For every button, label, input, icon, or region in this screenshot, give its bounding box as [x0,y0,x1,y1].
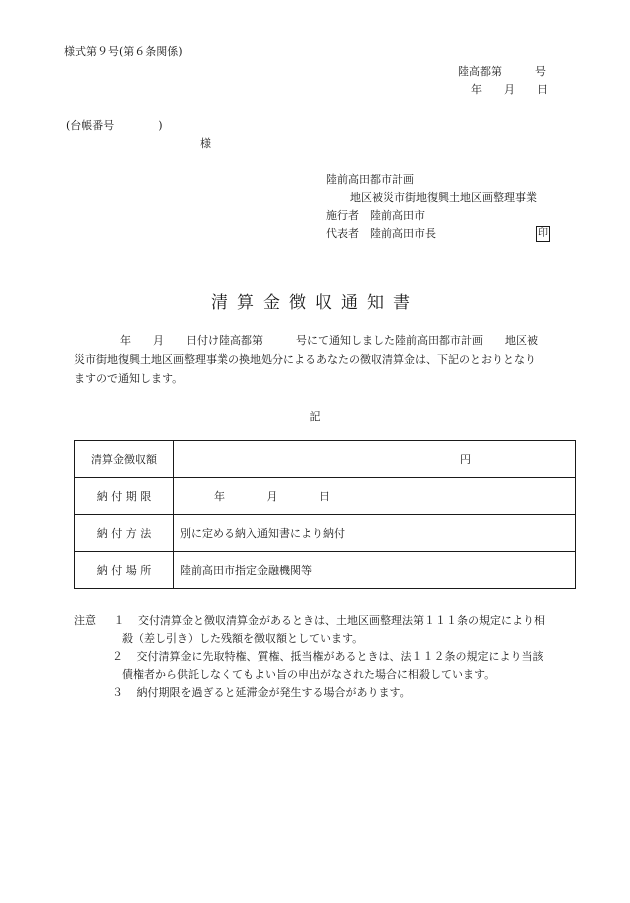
deadline-month: 月 [266,490,278,503]
issuer-line-2: 地区被災市街地復興土地区画整理事業 [350,191,537,204]
document-number: 陸高都第 号 [458,65,546,78]
deadline-day: 日 [319,490,330,503]
note-1 [74,612,545,630]
note-3-line-1: 納付期限を過ぎると延滞金が発生する場合があります。 [136,686,411,699]
body-line-3: ますので通知します。 [74,372,184,385]
note-3 [74,684,545,702]
body-paragraph [74,331,584,388]
body-line-1: 年 月 日付け陸高都第 号にて通知しました陸前高田都市計画 地区被 [120,334,538,347]
addressee-suffix: 様 [200,137,211,150]
seal-text: 印 [536,226,550,242]
note-3-number: ３ [112,686,123,699]
issuer-line-1: 陸前高田都市計画 [326,173,414,186]
issuer-line-3: 施行者 陸前高田市 [326,209,425,222]
place-value: 陸前高田市指定金融機関等 [174,552,576,589]
seal-mark [536,226,550,242]
page-title: 清算金徴収通知書 [211,293,419,313]
note-2-line-1: 交付清算金に先取特権、質権、抵当権があるときは、法１１２条の規定により当該 [136,650,544,663]
amount-unit: 円 [460,453,471,466]
amount-label: 清算金徴収額 [75,441,174,478]
note-2-line-2: 債権者から供託しなくてもよい旨の申出がなされた場合に相殺しています。 [122,668,496,681]
form-number: 様式第９号(第６条関係) [64,45,183,58]
deadline-cell [174,478,576,515]
register-number: (台帳番号 ) [66,119,163,132]
body-line-2: 災市街地復興土地区画整理事業の換地処分によるあなたの徴収清算金は、下記のとおりとなり [74,353,536,366]
note-1-line-1: 交付清算金と徴収清算金があるときは、土地区画整理法第１１１条の規定により相 [138,614,545,627]
note-1-number: １ [113,614,125,627]
note-1-line-2: 殺（差し引き）した残額を徴収額としています。 [122,632,364,645]
table-row [75,441,576,478]
amount-cell [174,441,576,478]
note-2 [74,648,545,666]
place-label: 納 付 場 所 [75,552,174,589]
table-row [75,478,576,515]
notes-heading: 注意 [74,614,96,627]
issuer-line-4: 代表者 陸前高田市長 [326,227,436,240]
summary-table [74,440,576,589]
ki-heading: 記 [309,410,321,423]
method-value: 別に定める納入通知書により納付 [174,515,576,552]
note-2-number: ２ [112,650,123,663]
table-row [75,515,576,552]
deadline-year: 年 [214,490,225,503]
document-date: 年 月 日 [471,83,548,96]
notes-section [74,612,545,702]
table-row [75,552,576,589]
deadline-label: 納 付 期 限 [75,478,174,515]
method-label: 納 付 方 法 [75,515,174,552]
